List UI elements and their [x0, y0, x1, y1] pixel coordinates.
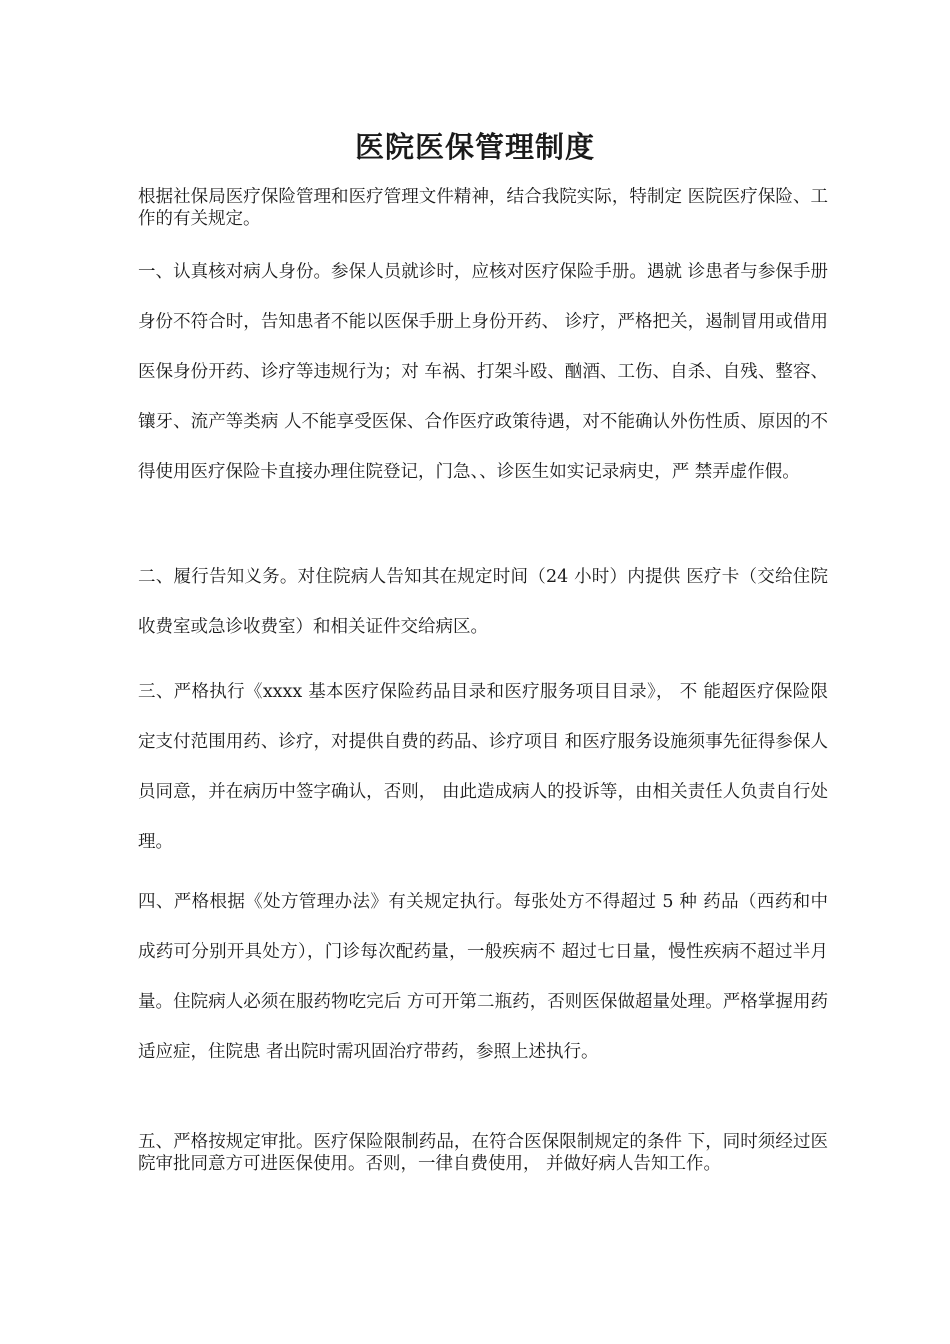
document-title: 医院医保管理制度	[354, 130, 595, 165]
rule-3-paragraph: 三、严格执行《xxxx 基本医疗保险药品目录和医疗服务项目目录》， 不 能超医疗保险限定支付范围用药、诊疗，对提供自费的药品、诊疗项目 和医疗服务设施须事先征得参保人员同意，并在病历中签字确认，否则， 由此造成病人的投诉等，由相关责任人负责自行处理。	[138, 682, 828, 852]
rule-2-paragraph: 二、履行告知义务。对住院病人告知其在规定时间（24 小时）内提供 医疗卡（交给住院收费室或急诊收费室）和相关证件交给病区。	[138, 567, 828, 637]
intro-paragraph: 根据社保局医疗保险管理和医疗管理文件精神，结合我院实际，特制定 医院医疗保险、工作的有关规定。	[138, 187, 828, 229]
rule-1-paragraph: 一、认真核对病人身份。参保人员就诊时，应核对医疗保险手册。遇就 诊患者与参保手册身份不符合时，告知患者不能以医保手册上身份开药、 诊疗，严格把关，遏制冒用或借用医保身份开药、诊疗等违规行为；对 车祸、打架斗殴、酗酒、工伤、自杀、自残、整容、镶牙、流产等类病 人不能享受医保、合作医疗政策待遇，对不能确认外伤性质、原因的不 得使用医疗保险卡直接办理住院登记，门急、、诊医生如实记录病史，严 禁弄虚作假。	[138, 262, 828, 482]
rule-5-paragraph: 五、严格按规定审批。医疗保险限制药品，在符合医保限制规定的条件 下，同时须经过医院审批同意方可进医保使用。否则，一律自费使用， 并做好病人告知工作。	[138, 1132, 828, 1174]
rule-4-paragraph: 四、严格根据《处方管理办法》有关规定执行。每张处方不得超过 5 种 药品（西药和中成药可分别开具处方），门诊每次配药量，一般疾病不 超过七日量，慢性疾病不超过半月量。住院病人必须在服药物吃完后 方可开第二瓶药，否则医保做超量处理。严格掌握用药适应症，住院患 者出院时需巩固治疗带药，参照上述执行。	[138, 892, 828, 1062]
